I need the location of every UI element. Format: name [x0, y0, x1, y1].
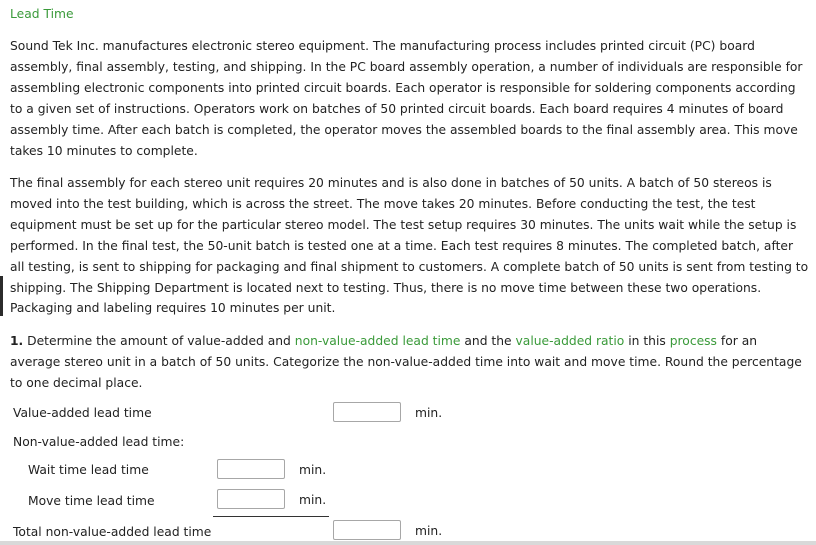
question-part: for an average stereo unit in a batch of 50 units. Categorize the non-value-added time into wait and move time. Round the percentage to one decimal place. — [10, 334, 802, 390]
glossary-link-nva-lead-time[interactable]: non-value-added lead time — [294, 334, 461, 348]
question-text — [10, 331, 810, 394]
paragraph-marker — [0, 276, 3, 316]
question-number: 1. — [10, 334, 24, 348]
scenario-paragraph-1: Sound Tek Inc. manufactures electronic stereo equipment. The manufacturing process includes printed circuit (PC) board assembly, final assembly, testing, and shipping. In the PC board assembly operation, a number of individuals are responsible for assembling electronic components into printed circuit boards. Each operator is responsible for soldering components according to a given set of instructions. Operators work on batches of 50 printed circuit boards. Each board requires 4 minutes of board assembly time. After each batch is completed, the operator moves the assembled boards to the final assembly area. This move takes 10 minutes to complete. — [10, 39, 803, 158]
sum-divider — [213, 516, 329, 517]
total-nva-label: Total non-value-added lead time — [13, 525, 212, 539]
wait-time-label: Wait time lead time — [28, 463, 149, 477]
move-time-input[interactable] — [217, 489, 285, 509]
value-added-unit: min. — [415, 406, 443, 420]
question-part: in this — [624, 334, 670, 348]
section-heading: Lead Time — [10, 7, 74, 21]
question-part: and the — [460, 334, 516, 348]
move-time-unit: min. — [299, 493, 327, 507]
scenario-paragraph-2: The final assembly for each stereo unit requires 20 minutes and is also done in batches of 50 units. A batch of 50 stereos is moved into the test building, which is across the street. The move takes 20 minutes. Before conducting the test, the test equipment must be set up for the particular stereo model. The test setup requires 30 minutes. The units wait while the setup is performed. In the final test, the 50-unit batch is tested one at a time. Each test requires 8 minutes. The completed batch, after all testing, is sent to shipping for packaging and final shipment to customers. A complete batch of 50 units is sent from testing to shipping. The Shipping Department is located next to testing. Thus, there is no move time between these two operations. Packaging and labeling requires 10 minutes per unit. — [10, 176, 809, 316]
move-time-label: Move time lead time — [28, 494, 155, 508]
nva-header-label: Non-value-added lead time: — [13, 435, 185, 449]
value-added-label: Value-added lead time — [13, 406, 152, 420]
total-nva-input[interactable] — [333, 520, 401, 540]
value-added-input[interactable] — [333, 402, 401, 422]
wait-time-unit: min. — [299, 463, 327, 477]
wait-time-input[interactable] — [217, 459, 285, 479]
total-nva-unit: min. — [415, 524, 443, 538]
question-part: Determine the amount of value-added and — [23, 334, 295, 348]
glossary-link-process[interactable]: process — [669, 334, 717, 348]
bottom-scroll-edge — [0, 541, 816, 545]
glossary-link-value-added-ratio[interactable]: value-added ratio — [515, 334, 625, 348]
